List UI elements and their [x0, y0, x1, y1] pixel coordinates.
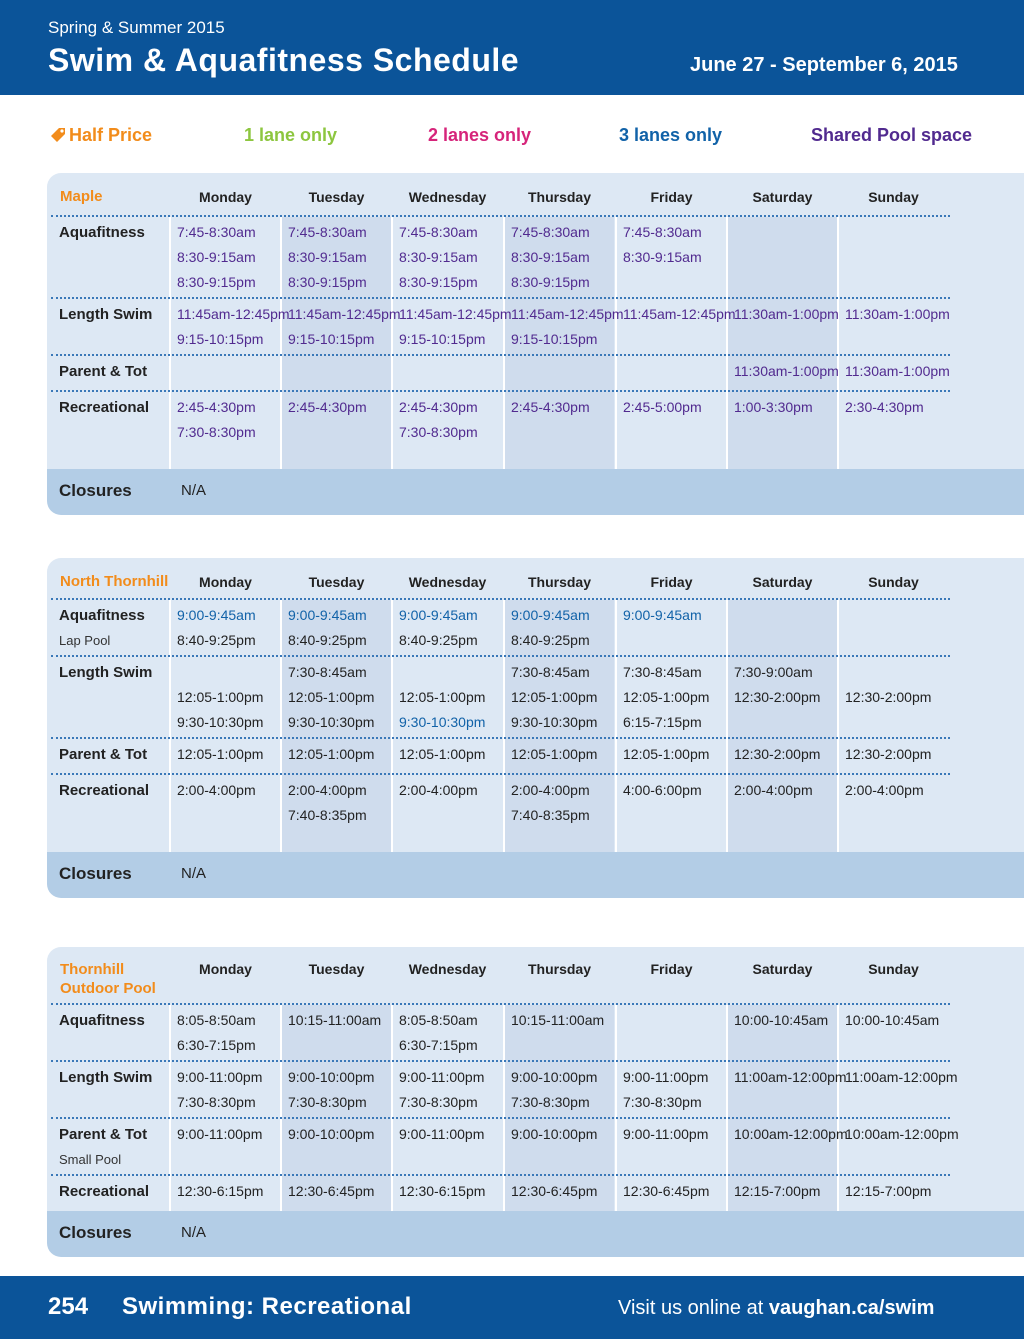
price-tag-icon [50, 127, 66, 143]
time-slot: 11:30am-1:00pm [845, 306, 950, 322]
time-slot: 10:00am-12:00pm [845, 1126, 959, 1142]
day-header-tuesday: Tuesday [308, 189, 365, 205]
time-slot: 12:15-7:00pm [734, 1183, 821, 1199]
time-slot: 7:30-8:45am [511, 664, 590, 680]
time-slot: 9:00-9:45am [511, 607, 590, 623]
row-divider [51, 390, 950, 392]
row-divider [51, 655, 950, 657]
closures-value: N/A [181, 865, 207, 882]
time-slot: 6:30-7:15pm [177, 1037, 256, 1053]
column-divider [280, 1005, 282, 1211]
closures-bar [47, 469, 1024, 515]
column-divider [726, 600, 728, 852]
column-divider [726, 217, 728, 469]
time-slot: 9:00-10:00pm [288, 1126, 375, 1142]
activity-length-swim: Length Swim [59, 306, 153, 323]
legend-two-lanes: 2 lanes only [428, 125, 532, 145]
page-footer [0, 1276, 1024, 1339]
day-header-friday: Friday [650, 189, 693, 205]
time-slot: 9:30-10:30pm [511, 714, 598, 730]
time-slot: 12:30-6:15pm [177, 1183, 264, 1199]
time-slot: 11:45am-12:45pm [399, 306, 512, 322]
day-header-monday: Monday [199, 961, 252, 977]
time-slot: 7:40-8:35pm [288, 807, 367, 823]
activity-length-swim: Length Swim [59, 1069, 153, 1086]
closures-value: N/A [181, 1224, 207, 1241]
time-slot: 12:05-1:00pm [399, 689, 486, 705]
pool-name [60, 960, 156, 998]
time-slot: 12:30-6:45pm [288, 1183, 375, 1199]
time-slot: 8:30-9:15pm [399, 274, 478, 290]
time-slot: 12:05-1:00pm [288, 689, 375, 705]
time-slot: 12:05-1:00pm [399, 746, 486, 762]
schedule-panel-thornhill-outdoor-pool [47, 947, 1024, 1211]
column-divider [280, 217, 282, 469]
time-slot: 9:00-11:00pm [399, 1126, 485, 1142]
time-slot: 2:45-4:30pm [511, 399, 590, 415]
time-slot: 7:30-8:45am [623, 664, 702, 680]
time-slot: 9:00-11:00pm [399, 1069, 485, 1085]
time-slot: 9:00-10:00pm [511, 1069, 598, 1085]
time-slot: 8:30-9:15am [511, 249, 590, 265]
activity-note: Lap Pool [59, 633, 111, 648]
legend-half-price-label: Half Price [69, 125, 153, 145]
time-slot: 12:05-1:00pm [623, 689, 710, 705]
section-title: Swimming: Recreational [122, 1293, 412, 1320]
closures-label: Closures [59, 864, 132, 883]
time-slot: 9:15-10:15pm [511, 331, 598, 347]
time-slot: 7:30-8:30pm [623, 1094, 702, 1110]
day-header-thursday: Thursday [527, 189, 591, 205]
time-slot: 12:05-1:00pm [623, 746, 710, 762]
activity-recreational: Recreational [59, 1183, 150, 1200]
closures-bar [47, 1211, 1024, 1257]
column-divider [503, 1005, 505, 1211]
time-slot: 7:30-9:00am [734, 664, 813, 680]
time-slot: 12:05-1:00pm [177, 689, 264, 705]
column-divider [503, 600, 505, 852]
time-slot: 2:00-4:00pm [288, 782, 367, 798]
column-divider [391, 217, 393, 469]
activity-parent-and-tot: Parent & Tot [59, 746, 148, 763]
row-divider [51, 1003, 950, 1005]
pool-name-line: Outdoor Pool [60, 980, 156, 997]
closures-label: Closures [59, 481, 132, 500]
day-header-friday: Friday [650, 574, 693, 590]
closures-label: Closures [59, 1223, 132, 1242]
time-slot: 2:45-4:30pm [288, 399, 367, 415]
pool-name-line: Thornhill [60, 961, 125, 978]
closures-value: N/A [181, 482, 207, 499]
page-title: Swim & Aquafitness Schedule [48, 42, 520, 78]
time-slot: 7:45-8:30am [511, 224, 590, 240]
time-slot: 8:30-9:15pm [288, 274, 367, 290]
activity-parent-and-tot: Parent & Tot [59, 363, 148, 380]
row-divider [51, 297, 950, 299]
column-divider [503, 217, 505, 469]
time-slot: 2:00-4:00pm [399, 782, 478, 798]
time-slot: 8:05-8:50am [399, 1012, 478, 1028]
time-slot: 11:30am-1:00pm [734, 306, 839, 322]
time-slot: 8:40-9:25pm [511, 632, 590, 648]
time-slot: 9:15-10:15pm [177, 331, 264, 347]
time-slot: 2:45-4:30pm [177, 399, 256, 415]
schedule-panel-north-thornhill [47, 558, 1024, 852]
time-slot: 10:00-10:45am [845, 1012, 940, 1028]
time-slot: 11:45am-12:45pm [288, 306, 401, 322]
time-slot: 7:45-8:30am [288, 224, 367, 240]
legend-one-lane: 1 lane only [244, 125, 338, 145]
column-divider [726, 1005, 728, 1211]
day-header-wednesday: Wednesday [408, 961, 487, 977]
day-header-saturday: Saturday [752, 189, 813, 205]
pool-name: Maple [60, 188, 103, 205]
time-slot: 12:30-2:00pm [845, 746, 932, 762]
time-slot: 7:30-8:30pm [288, 1094, 367, 1110]
day-header-thursday: Thursday [527, 574, 591, 590]
time-slot: 2:45-4:30pm [399, 399, 478, 415]
time-slot: 7:30-8:30pm [511, 1094, 590, 1110]
time-slot: 7:30-8:30pm [399, 424, 478, 440]
day-header-tuesday: Tuesday [308, 574, 365, 590]
day-header-wednesday: Wednesday [408, 574, 487, 590]
time-slot: 4:00-6:00pm [623, 782, 702, 798]
day-header-wednesday: Wednesday [408, 189, 487, 205]
column-divider [280, 600, 282, 852]
time-slot: 7:45-8:30am [177, 224, 256, 240]
time-slot: 8:40-9:25pm [288, 632, 367, 648]
time-slot: 12:30-2:00pm [734, 746, 821, 762]
day-header-sunday: Sunday [868, 574, 919, 590]
column-divider [837, 1005, 839, 1211]
time-slot: 9:00-11:00pm [623, 1126, 709, 1142]
column-divider [169, 1005, 171, 1211]
time-slot: 11:00am-12:00pm [845, 1069, 958, 1085]
column-divider [615, 600, 617, 852]
website-link[interactable]: vaughan.ca/swim [768, 1297, 935, 1319]
time-slot: 12:30-6:15pm [399, 1183, 486, 1199]
time-slot: 8:30-9:15am [623, 249, 702, 265]
visit-text [618, 1297, 934, 1320]
time-slot: 11:30am-1:00pm [845, 363, 950, 379]
time-slot: 12:30-2:00pm [845, 689, 932, 705]
time-slot: 9:30-10:30pm [288, 714, 375, 730]
time-slot: 7:30-8:30pm [399, 1094, 478, 1110]
row-divider [51, 354, 950, 356]
time-slot: 9:00-9:45am [623, 607, 702, 623]
time-slot: 9:00-9:45am [399, 607, 478, 623]
row-divider [51, 1174, 950, 1176]
time-slot: 8:40-9:25pm [399, 632, 478, 648]
activity-recreational: Recreational [59, 399, 150, 416]
closures-bar [47, 852, 1024, 898]
time-slot: 10:00-10:45am [734, 1012, 829, 1028]
time-slot: 2:00-4:00pm [177, 782, 256, 798]
time-slot: 8:30-9:15pm [177, 274, 256, 290]
column-divider [615, 217, 617, 469]
activity-length-swim: Length Swim [59, 664, 153, 681]
activity-note: Small Pool [59, 1152, 122, 1167]
time-slot: 8:30-9:15am [288, 249, 367, 265]
time-slot: 7:45-8:30am [623, 224, 702, 240]
time-slot: 2:30-4:30pm [845, 399, 924, 415]
time-slot: 12:05-1:00pm [511, 689, 598, 705]
day-header-sunday: Sunday [868, 961, 919, 977]
activity-parent-and-tot: Parent & Tot [59, 1126, 148, 1143]
time-slot: 7:30-8:45am [288, 664, 367, 680]
time-slot: 8:30-9:15am [177, 249, 256, 265]
time-slot: 2:00-4:00pm [734, 782, 813, 798]
time-slot: 7:30-8:30pm [177, 1094, 256, 1110]
pool-name: North Thornhill [60, 573, 169, 590]
time-slot: 9:00-11:00pm [177, 1126, 263, 1142]
column-divider [391, 1005, 393, 1211]
time-slot: 9:30-10:30pm [399, 714, 486, 730]
schedule-panel-maple [47, 173, 1024, 469]
time-slot: 12:05-1:00pm [511, 746, 598, 762]
day-header-monday: Monday [199, 574, 252, 590]
visit-prefix: Visit us online at [618, 1297, 764, 1319]
time-slot: 9:15-10:15pm [399, 331, 486, 347]
season-label: Spring & Summer 2015 [48, 18, 225, 37]
time-slot: 11:30am-1:00pm [734, 363, 839, 379]
time-slot: 7:45-8:30am [399, 224, 478, 240]
day-header-tuesday: Tuesday [308, 961, 365, 977]
time-slot: 11:45am-12:45pm [511, 306, 624, 322]
time-slot: 2:00-4:00pm [845, 782, 924, 798]
time-slot: 2:45-5:00pm [623, 399, 702, 415]
time-slot: 12:05-1:00pm [177, 746, 264, 762]
activity-aquafitness: Aquafitness [59, 224, 145, 241]
row-divider [51, 1117, 950, 1119]
day-header-friday: Friday [650, 961, 693, 977]
time-slot: 9:30-10:30pm [177, 714, 264, 730]
column-shade [727, 217, 837, 469]
day-header-monday: Monday [199, 189, 252, 205]
legend-half-price [50, 125, 152, 146]
row-divider [51, 1060, 950, 1062]
time-slot: 9:00-9:45am [177, 607, 256, 623]
activity-aquafitness: Aquafitness [59, 607, 145, 624]
time-slot: 8:40-9:25pm [177, 632, 256, 648]
time-slot: 10:15-11:00am [288, 1012, 382, 1028]
activity-aquafitness: Aquafitness [59, 1012, 145, 1029]
legend-three-lanes: 3 lanes only [619, 125, 723, 145]
time-slot: 12:30-6:45pm [623, 1183, 710, 1199]
column-divider [391, 600, 393, 852]
time-slot: 9:15-10:15pm [288, 331, 375, 347]
row-divider [51, 598, 950, 600]
time-slot: 6:30-7:15pm [399, 1037, 478, 1053]
time-slot: 9:00-10:00pm [511, 1126, 598, 1142]
date-range: June 27 - September 6, 2015 [690, 54, 958, 76]
time-slot: 9:00-9:45am [288, 607, 367, 623]
time-slot: 7:40-8:35pm [511, 807, 590, 823]
time-slot: 10:15-11:00am [511, 1012, 605, 1028]
time-slot: 2:00-4:00pm [511, 782, 590, 798]
time-slot: 12:15-7:00pm [845, 1183, 932, 1199]
time-slot: 12:30-2:00pm [734, 689, 821, 705]
time-slot: 11:00am-12:00pm [734, 1069, 847, 1085]
time-slot: 8:05-8:50am [177, 1012, 256, 1028]
column-divider [169, 217, 171, 469]
column-divider [837, 217, 839, 469]
page-number: 254 [48, 1293, 89, 1320]
row-divider [51, 737, 950, 739]
time-slot: 11:45am-12:45pm [623, 306, 736, 322]
day-header-saturday: Saturday [752, 961, 813, 977]
time-slot: 7:30-8:30pm [177, 424, 256, 440]
time-slot: 1:00-3:30pm [734, 399, 813, 415]
row-divider [51, 773, 950, 775]
column-divider [169, 600, 171, 852]
time-slot: 9:00-10:00pm [288, 1069, 375, 1085]
page-header [0, 0, 1024, 95]
time-slot: 6:15-7:15pm [623, 714, 702, 730]
time-slot: 12:05-1:00pm [288, 746, 375, 762]
legend-shared: Shared Pool space [811, 125, 973, 145]
time-slot: 9:00-11:00pm [623, 1069, 709, 1085]
time-slot: 11:45am-12:45pm [177, 306, 290, 322]
row-divider [51, 215, 950, 217]
day-header-saturday: Saturday [752, 574, 813, 590]
day-header-sunday: Sunday [868, 189, 919, 205]
time-slot: 8:30-9:15pm [511, 274, 590, 290]
time-slot: 8:30-9:15am [399, 249, 478, 265]
column-divider [615, 1005, 617, 1211]
time-slot: 12:30-6:45pm [511, 1183, 598, 1199]
column-shade [727, 600, 837, 852]
day-header-thursday: Thursday [527, 961, 591, 977]
activity-recreational: Recreational [59, 782, 150, 799]
time-slot: 9:00-11:00pm [177, 1069, 263, 1085]
column-divider [837, 600, 839, 852]
time-slot: 10:00am-12:00pm [734, 1126, 848, 1142]
